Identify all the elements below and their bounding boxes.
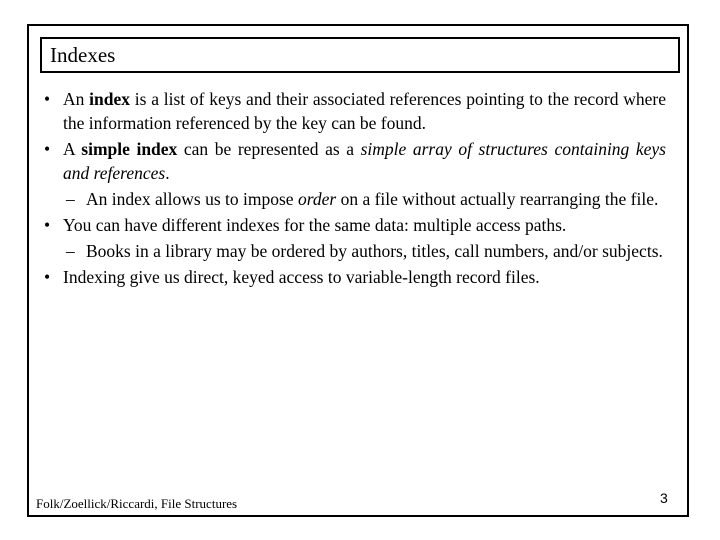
slide-body (42, 87, 666, 291)
dash-mark: – (66, 241, 75, 261)
text-run: . (165, 163, 170, 183)
sub-bullet-order (42, 187, 666, 211)
text-run: is a list of keys and their associated references pointing to the record where the information referenced by the key can be found. (63, 89, 667, 133)
bullet-mark: • (44, 139, 51, 159)
text-run: on a file without actually rearranging the file. (336, 189, 659, 209)
text-run: Books in a library may be ordered by authors, titles, call numbers, and/or subjects. (86, 241, 663, 261)
bold-term: index (89, 89, 131, 109)
bullet-direct-access (42, 265, 666, 289)
bullet-simple-index (42, 137, 666, 185)
text-run: Indexing give us direct, keyed access to variable-length record files. (63, 267, 540, 287)
text-run: A (63, 139, 82, 159)
bullet-mark: • (44, 267, 51, 287)
text-run: An (63, 89, 90, 109)
footer-credit: Folk/Zoellick/Riccardi, File Structures (36, 496, 238, 511)
slide-title: Indexes (40, 37, 680, 73)
bullet-multiple-indexes (42, 213, 666, 237)
page-number: 3 (660, 490, 668, 506)
text-run: An index allows us to impose (86, 189, 298, 209)
text-run: You can have different indexes for the same data: multiple access paths. (63, 215, 567, 235)
dash-mark: – (66, 189, 75, 209)
italic-term: simple array of structures containing keys and references (63, 139, 666, 183)
bold-term: simple index (81, 139, 178, 159)
italic-term: order (297, 189, 337, 209)
bullet-mark: • (44, 215, 51, 235)
bullet-index-definition (42, 87, 666, 135)
bullet-mark: • (44, 89, 51, 109)
sub-bullet-library (42, 239, 666, 263)
text-run: can be represented as a (177, 139, 361, 159)
